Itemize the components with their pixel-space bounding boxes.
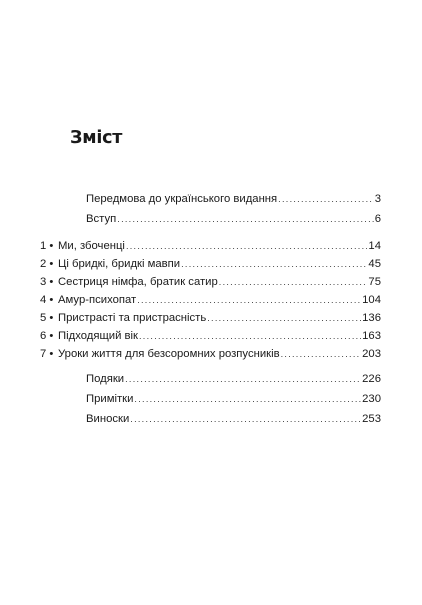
toc-entry-label: Пристрасті та пристрасність xyxy=(58,312,207,324)
toc-entry-page: 230 xyxy=(362,393,381,405)
dot-leader xyxy=(207,310,361,326)
chapter-number: 2 • xyxy=(40,258,54,270)
toc-entry-label: Підходящий вік xyxy=(58,330,138,342)
toc-entry-label: Передмова до українського видання xyxy=(86,193,278,205)
dot-leader xyxy=(139,328,361,344)
chapter-number: 6 • xyxy=(40,330,54,342)
dot-leader xyxy=(181,256,367,272)
toc-entry-page: 45 xyxy=(368,258,381,270)
toc-entry-page: 3 xyxy=(374,193,381,205)
toc-entry-chapter-7[interactable] xyxy=(0,346,422,362)
dot-leader xyxy=(137,292,361,308)
toc-entry-chapter-3[interactable] xyxy=(0,274,422,290)
toc-entry-chapter-4[interactable] xyxy=(0,292,422,308)
toc-entry-label: Подяки xyxy=(86,373,125,385)
toc-entry-footnotes[interactable] xyxy=(0,411,422,427)
chapter-number: 7 • xyxy=(40,348,54,360)
toc-entry-chapter-5[interactable] xyxy=(0,310,422,326)
toc-entry-page: 6 xyxy=(374,213,381,225)
toc-entry-page: 14 xyxy=(368,240,381,252)
toc-entry-chapter-6[interactable] xyxy=(0,328,422,344)
toc-entry-introduction[interactable] xyxy=(0,211,422,227)
chapter-number: 5 • xyxy=(40,312,54,324)
chapter-number: 4 • xyxy=(40,294,54,306)
chapter-number: 3 • xyxy=(40,276,54,288)
toc-entry-chapter-1[interactable] xyxy=(0,238,422,254)
chapter-number: 1 • xyxy=(40,240,54,252)
dot-leader xyxy=(278,191,374,207)
dot-leader xyxy=(130,411,361,427)
dot-leader xyxy=(134,391,361,407)
toc-entry-page: 203 xyxy=(362,348,381,360)
toc-entry-label: Амур-психопат xyxy=(58,294,137,306)
toc-entry-page: 75 xyxy=(368,276,381,288)
toc-entry-label: Ці бридкі, бридкі мавпи xyxy=(58,258,181,270)
page-title: Зміст xyxy=(70,128,123,148)
toc-entry-foreword[interactable] xyxy=(0,191,422,207)
toc-entry-label: Сестриця німфа, братик сатир xyxy=(58,276,218,288)
toc-entry-label: Виноски xyxy=(86,413,130,425)
dot-leader xyxy=(281,346,362,362)
dot-leader xyxy=(126,238,367,254)
toc-entry-page: 163 xyxy=(362,330,381,342)
toc-entry-notes[interactable] xyxy=(0,391,422,407)
toc-entry-chapter-2[interactable] xyxy=(0,256,422,272)
dot-leader xyxy=(219,274,368,290)
toc-entry-acknowledgements[interactable] xyxy=(0,371,422,387)
toc-entry-label: Примітки xyxy=(86,393,134,405)
toc-entry-page: 104 xyxy=(362,294,381,306)
dot-leader xyxy=(117,211,373,227)
dot-leader xyxy=(125,371,361,387)
toc-entry-page: 253 xyxy=(362,413,381,425)
toc-entry-label: Вступ xyxy=(86,213,117,225)
toc-entry-page: 136 xyxy=(362,312,381,324)
toc-entry-label: Уроки життя для безсоромних розпусників xyxy=(58,348,280,360)
toc-entry-label: Ми, збоченці xyxy=(58,240,125,252)
toc-entry-page: 226 xyxy=(362,373,381,385)
